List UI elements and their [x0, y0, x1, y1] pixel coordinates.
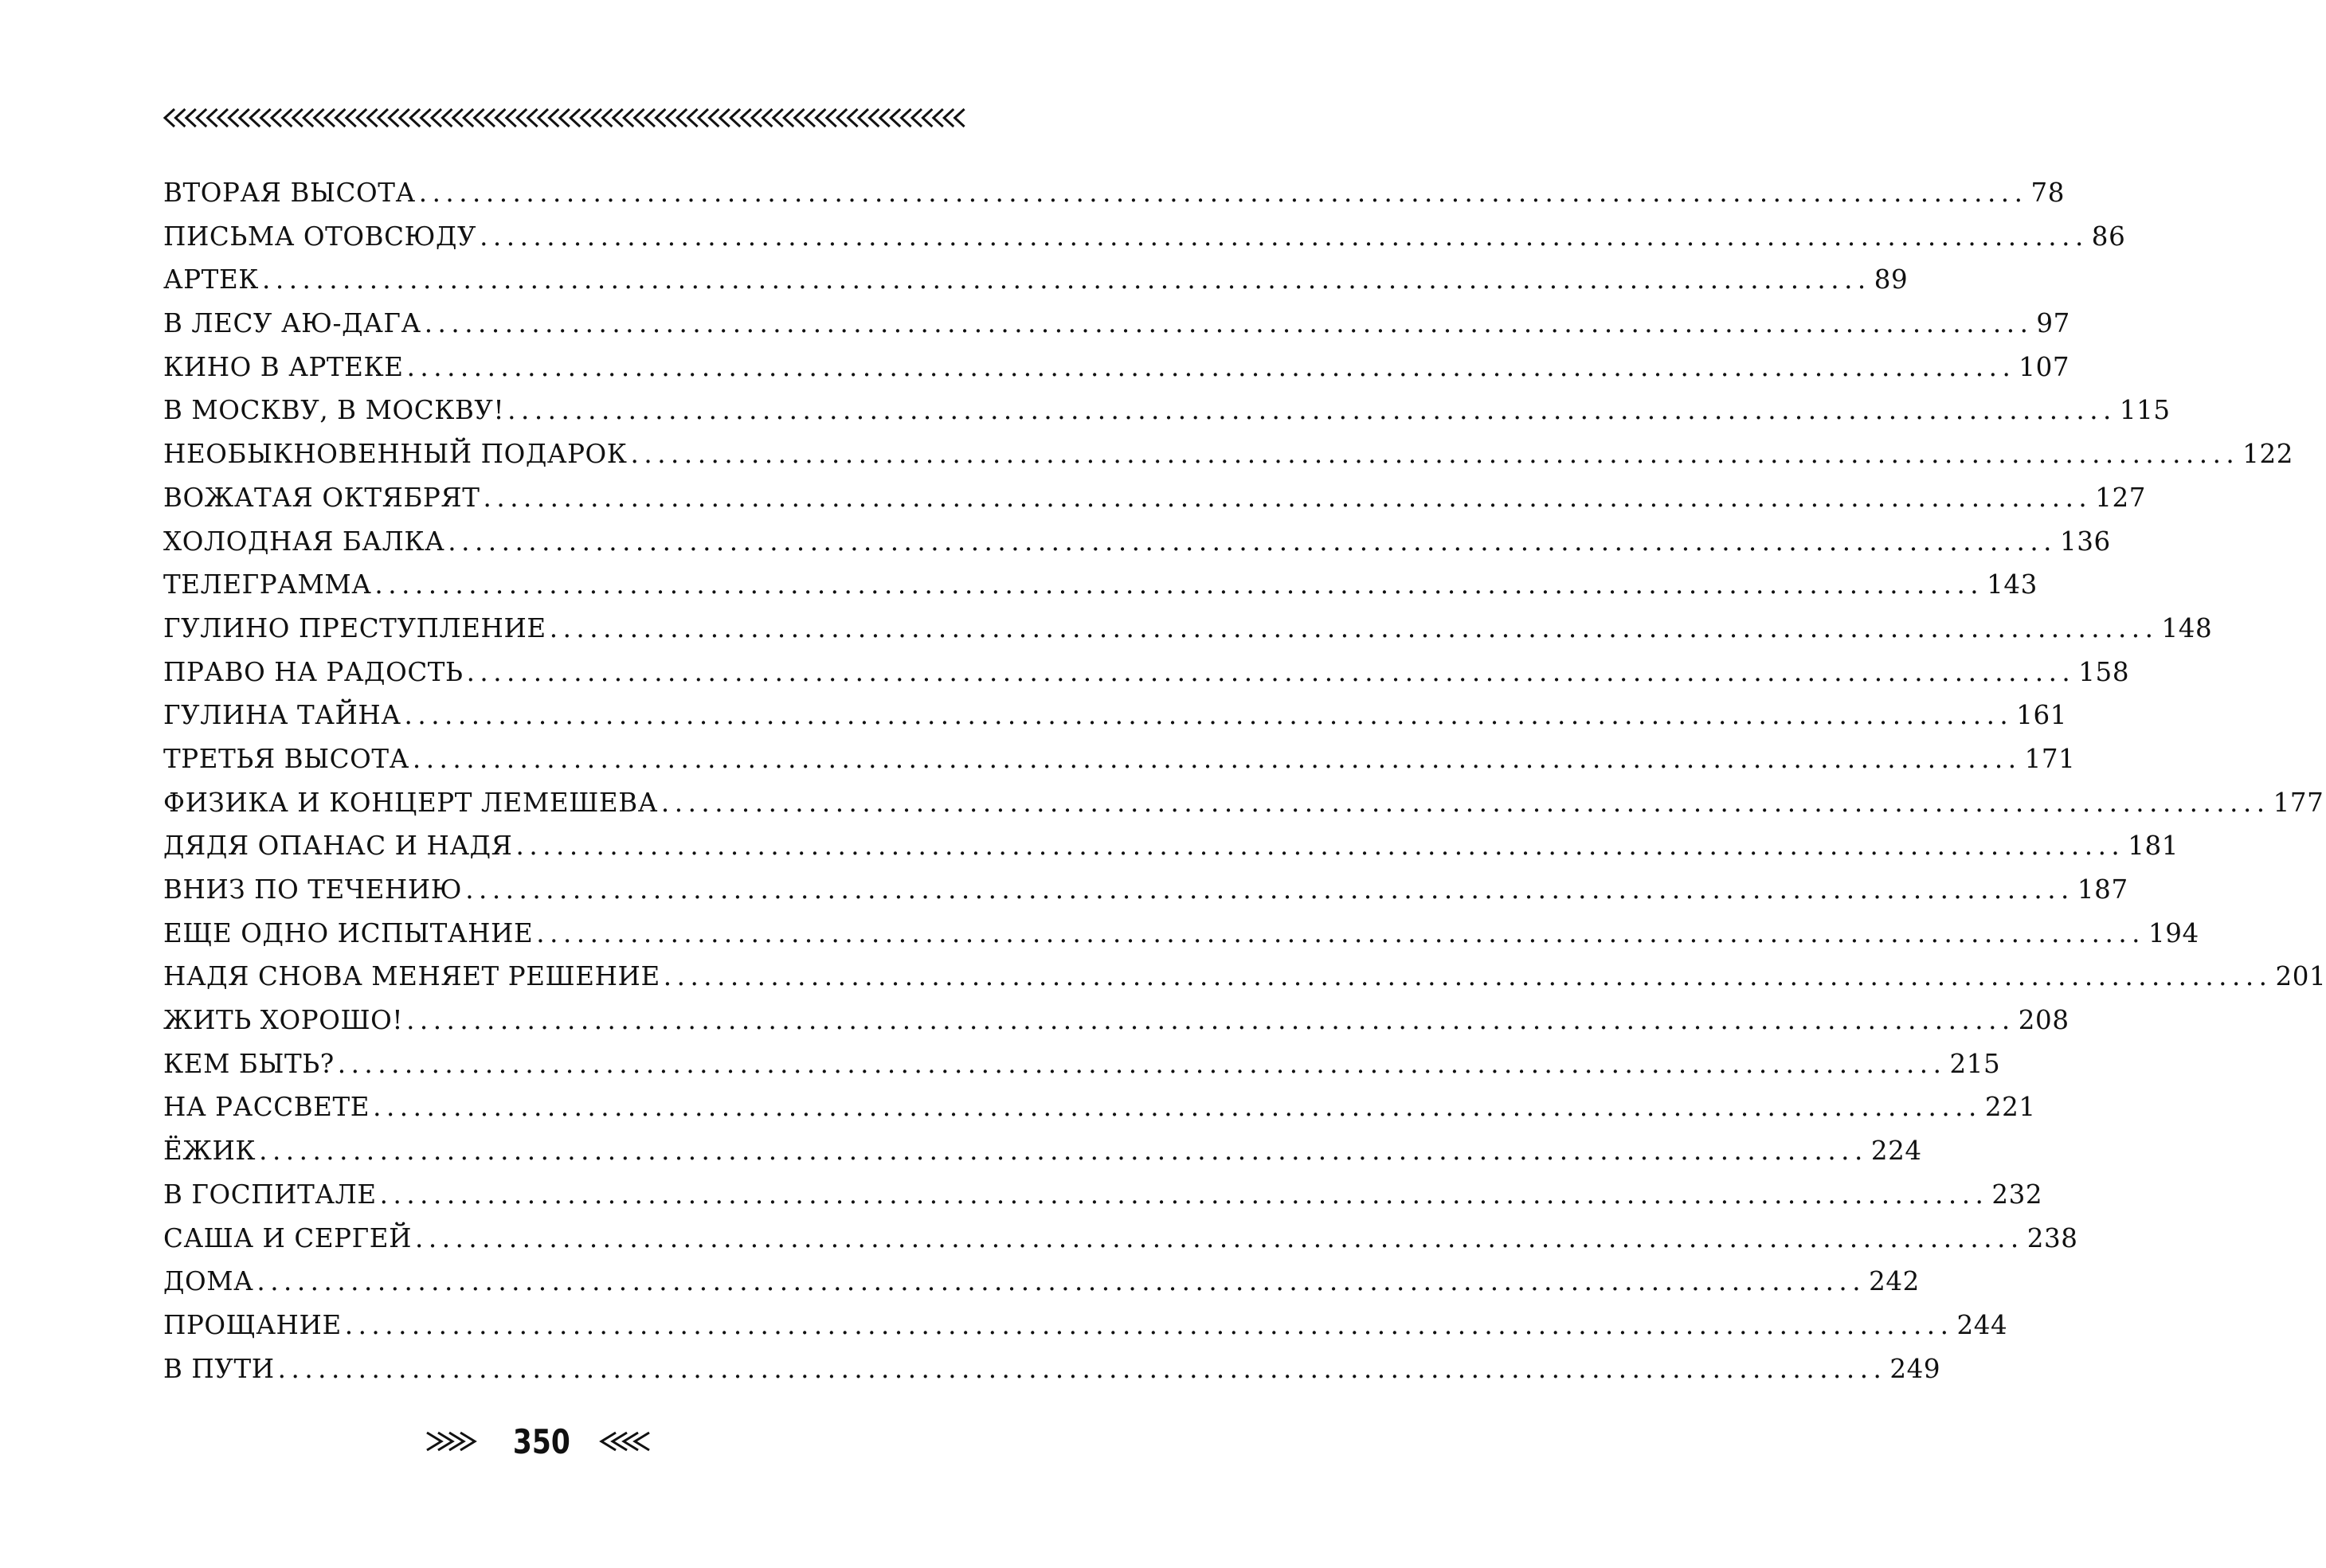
- toc-entry-title: ВОЖАТАЯ ОКТЯБРЯТ: [163, 482, 480, 513]
- toc-dot-leader: ........................................................................................................................: [277, 1353, 1887, 1384]
- toc-entry: [163, 302, 2070, 346]
- toc-entry-page: 181: [2128, 831, 2179, 862]
- toc-entry: [163, 912, 2199, 956]
- toc-entry-page: 89: [1874, 264, 1909, 295]
- toc-entry-title: ТЕЛЕГРАММА: [163, 569, 372, 600]
- toc-entry: [163, 1042, 2001, 1086]
- toc-entry-title: В ЛЕСУ АЮ-ДАГА: [163, 308, 421, 339]
- toc-dot-leader: ........................................................................................................................: [536, 917, 2145, 948]
- toc-dot-leader: ........................................................................................................................: [465, 874, 2074, 905]
- toc-entry-title: НАДЯ СНОВА МЕНЯЕТ РЕШЕНИЕ: [163, 961, 660, 992]
- toc-entry-title: КИНО В АРТЕКЕ: [163, 351, 404, 382]
- toc-dot-leader: ........................................................................................................................: [418, 178, 2028, 208]
- toc-entry-page: 122: [2242, 439, 2294, 470]
- toc-dot-leader: ........................................................................................................................: [515, 831, 2125, 862]
- toc-entry-title: ПРОЩАНИЕ: [163, 1309, 342, 1340]
- toc-entry: [163, 1129, 1922, 1173]
- toc-entry-page: 97: [2036, 308, 2070, 339]
- toc-entry-page: 148: [2161, 612, 2213, 643]
- toc-entry: [163, 607, 2213, 651]
- toc-entry: [163, 215, 2126, 259]
- toc-entry-title: КЕМ БЫТЬ?: [163, 1048, 335, 1079]
- toc-entry-title: АРТЕК: [163, 264, 260, 295]
- toc-entry-title: ВТОРАЯ ВЫСОТА: [163, 178, 416, 208]
- toc-entry: [163, 868, 2128, 912]
- toc-entry: [163, 520, 2111, 564]
- toc-entry: [163, 1085, 2036, 1129]
- toc-entry-title: ГУЛИНА ТАЙНА: [163, 700, 401, 731]
- toc-entry: [163, 258, 1909, 302]
- toc-dot-leader: ........................................................................................................................: [262, 264, 1871, 295]
- toc-dot-leader: ........................................................................................................................: [507, 395, 2117, 426]
- toc-dot-leader: ........................................................................................................................: [373, 1092, 1982, 1123]
- page-footer: [0, 1414, 1083, 1469]
- toc-entry-page: 242: [1869, 1266, 1920, 1297]
- toc-entry-title: ДОМА: [163, 1266, 254, 1297]
- toc-entry: [163, 1347, 1941, 1391]
- toc-entry-page: 143: [1987, 569, 2038, 600]
- toc-entry: [163, 737, 2076, 781]
- toc-entry: [163, 1217, 2078, 1261]
- toc-entry-page: 127: [2095, 482, 2147, 513]
- toc-entry-page: 171: [2024, 743, 2076, 774]
- right-chevrons-icon: [424, 1425, 495, 1457]
- toc-entry: [163, 824, 2179, 868]
- toc-entry: [163, 432, 2294, 476]
- toc-entry-page: 208: [2018, 1005, 2070, 1036]
- toc-dot-leader: ........................................................................................................................: [379, 1179, 1989, 1210]
- toc-entry-page: 78: [2030, 178, 2065, 208]
- toc-dot-leader: ........................................................................................................................: [337, 1048, 1947, 1079]
- toc-entry: [163, 1173, 2043, 1217]
- toc-entry: [163, 1260, 1920, 1304]
- toc-entry-title: ДЯДЯ ОПАНАС И НАДЯ: [163, 831, 513, 862]
- toc-entry-page: 107: [2019, 351, 2070, 382]
- toc-dot-leader: ........................................................................................................................: [630, 439, 2240, 470]
- toc-entry: [163, 389, 2171, 432]
- toc-entry-page: 221: [1984, 1092, 2036, 1123]
- toc-entry-title: НА РАССВЕТЕ: [163, 1092, 370, 1123]
- toc-entry-title: В ПУТИ: [163, 1353, 275, 1384]
- toc-dot-leader: ........................................................................................................................: [549, 612, 2159, 643]
- toc-entry-title: В ГОСПИТАЛЕ: [163, 1179, 377, 1210]
- toc-dot-leader: ........................................................................................................................: [344, 1309, 1954, 1340]
- toc-entry-title: ТРЕТЬЯ ВЫСОТА: [163, 743, 409, 774]
- toc-entry-page: 158: [2078, 656, 2130, 687]
- toc-dot-leader: ........................................................................................................................: [663, 961, 2273, 992]
- chevron-border-icon: [163, 102, 976, 134]
- toc-dot-leader: ........................................................................................................................: [412, 743, 2022, 774]
- toc-entry-title: ЁЖИК: [163, 1136, 256, 1167]
- left-chevrons-icon: [587, 1425, 659, 1457]
- toc-entry-title: ЖИТЬ ХОРОШО!: [163, 1005, 404, 1036]
- toc-dot-leader: ........................................................................................................................: [480, 221, 2089, 252]
- toc-dot-leader: ........................................................................................................................: [483, 482, 2093, 513]
- page-number: 350: [512, 1421, 570, 1461]
- toc-entry-page: 115: [2119, 395, 2171, 426]
- toc-entry-page: 177: [2273, 787, 2324, 818]
- toc-dot-leader: ........................................................................................................................: [448, 526, 2057, 557]
- toc-entry-title: ЕЩЕ ОДНО ИСПЫТАНИЕ: [163, 917, 534, 948]
- toc-entry-page: 238: [2026, 1222, 2078, 1253]
- toc-entry-page: 232: [1991, 1179, 2043, 1210]
- toc-entry-title: В МОСКВУ, В МОСКВУ!: [163, 395, 505, 426]
- toc-dot-leader: ........................................................................................................................: [424, 308, 2034, 339]
- toc-dot-leader: ........................................................................................................................: [406, 1005, 2015, 1036]
- toc-entry: [163, 955, 2326, 999]
- toc-entry: [163, 171, 2065, 215]
- toc-dot-leader: ........................................................................................................................: [415, 1222, 2024, 1253]
- toc-entry-page: 86: [2091, 221, 2126, 252]
- toc-entry-page: 187: [2077, 874, 2128, 905]
- toc-entry-page: 161: [2016, 700, 2068, 731]
- toc-dot-leader: ........................................................................................................................: [374, 569, 1984, 600]
- toc-entry: [163, 563, 2038, 607]
- toc-entry-title: ГУЛИНО ПРЕСТУПЛЕНИЕ: [163, 612, 546, 643]
- toc-entry-title: ХОЛОДНАЯ БАЛКА: [163, 526, 445, 557]
- toc-dot-leader: ........................................................................................................................: [406, 351, 2016, 382]
- toc-entry: [163, 651, 2130, 694]
- toc-entry-page: 194: [2148, 917, 2199, 948]
- toc-dot-leader: ........................................................................................................................: [259, 1136, 1868, 1167]
- toc-entry: [163, 1304, 2008, 1347]
- toc-entry-page: 244: [1956, 1309, 2008, 1340]
- toc-entry-title: САША И СЕРГЕЙ: [163, 1222, 413, 1253]
- toc-dot-leader: ........................................................................................................................: [256, 1266, 1866, 1297]
- toc-entry-page: 136: [2060, 526, 2111, 557]
- toc-entry: [163, 476, 2147, 520]
- toc-entry-title: ВНИЗ ПО ТЕЧЕНИЮ: [163, 874, 463, 905]
- toc-entry-page: 249: [1889, 1353, 1941, 1384]
- toc-dot-leader: ........................................................................................................................: [660, 787, 2270, 818]
- toc-entry: [163, 694, 2068, 737]
- toc-entry-page: 224: [1870, 1136, 1922, 1167]
- toc-dot-leader: ........................................................................................................................: [404, 700, 2014, 731]
- toc-entry-title: ПИСЬМА ОТОВСЮДУ: [163, 221, 477, 252]
- toc-entry-page: 201: [2275, 961, 2326, 992]
- toc-entry-page: 215: [1949, 1048, 2001, 1079]
- toc-entry-title: НЕОБЫКНОВЕННЫЙ ПОДАРОК: [163, 439, 628, 470]
- toc-dot-leader: ........................................................................................................................: [466, 656, 2076, 687]
- toc-entry: [163, 781, 2324, 825]
- toc-entry-title: ФИЗИКА И КОНЦЕРТ ЛЕМЕШЕВА: [163, 787, 658, 818]
- toc-entry: [163, 999, 2070, 1042]
- toc-entry: [163, 346, 2070, 389]
- table-of-contents: [163, 171, 2326, 1390]
- toc-entry-title: ПРАВО НА РАДОСТЬ: [163, 656, 464, 687]
